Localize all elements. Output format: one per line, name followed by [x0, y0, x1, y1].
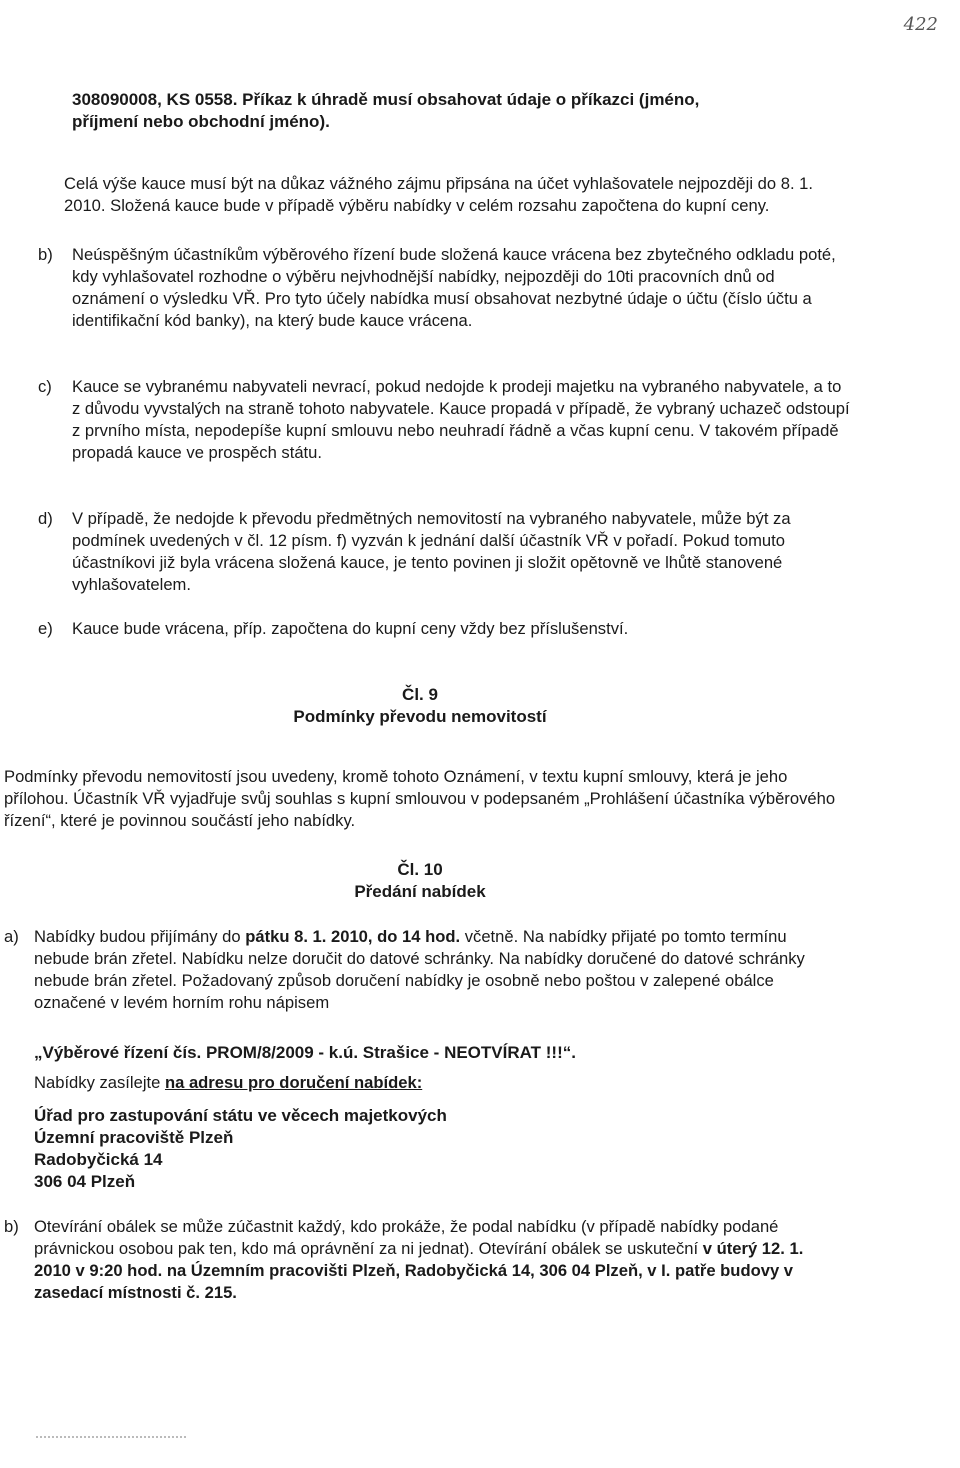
- delivery-address: [34, 1105, 834, 1193]
- footer-divider: [36, 1436, 186, 1438]
- list-item-b: [38, 244, 850, 332]
- payment-order-note: [72, 89, 872, 133]
- list-marker: b): [38, 245, 53, 264]
- article-9-heading: [0, 684, 840, 728]
- list-marker: e): [38, 619, 53, 638]
- opening-date-place: v úterý 12. 1. 2010 v 9:20 hod. na Územním pracovišti Plzeň, Radobyčická 14, 306 04 Plzeň, v I. patře budovy v zasedací místnosti č. 215.: [34, 1239, 804, 1302]
- list-item-text: V případě, že nedojde k převodu předmětných nemovitostí na vybraného nabyvatele, může být za podmínek uvedených v čl. 12 písm. f) vyzván k jednání další účastník VŘ v pořadí. Pokud tomuto účastníkovi již byla vrácena složená kauce, je tento povinen ji složit opětovně ve lhůtě stanovené vyhlašovatelem.: [72, 509, 791, 594]
- opening-intro: Otevírání obálek se může zúčastnit každý, kdo prokáže, že podal nabídku (v případě nabídky podané právnickou osobou pak ten, kdo má oprávnění za ni jednat). Otevírání obálek se uskuteční: [34, 1217, 779, 1258]
- send-to-line: [34, 1072, 834, 1094]
- list-item-text: [34, 926, 842, 1014]
- payment-order-line-1: 308090008, KS 0558. Příkaz k úhradě musí obsahovat údaje o příkazci (jméno,: [72, 90, 700, 109]
- list-marker: c): [38, 377, 52, 396]
- list-item-e: [38, 618, 850, 640]
- article-10-item-b: [4, 1216, 842, 1304]
- send-to-intro: Nabídky zasílejte: [34, 1073, 165, 1092]
- article-10-title: Předání nabídek: [354, 882, 486, 901]
- address-line: Úřad pro zastupování státu ve věcech majetkových: [34, 1106, 447, 1125]
- envelope-label: „Výběrové řízení čís. PROM/8/2009 - k.ú. Strašice - NEOTVÍRAT !!!“.: [34, 1043, 576, 1062]
- send-to-address-label: na adresu pro doručení nabídek:: [164, 1073, 423, 1092]
- list-item-d: [38, 508, 850, 596]
- article-10-heading: [0, 859, 840, 903]
- article-10-item-a: [4, 926, 842, 1014]
- article-10-number: Čl. 10: [397, 860, 443, 879]
- list-item-text: Neúspěšným účastníkům výběrového řízení bude složená kauce vrácena bez zbytečného odkladu poté, kdy vyhlašovatel rozhodne o výběru nejvhodnější nabídky, nejpozději do 10ti pracovních dnů od oznámení o výsledku VŘ. Pro tyto účely nabídka musí obsahovat nezbytné údaje o účtu (číslo účtu a identifikační kód banky), na který bude kauce vrácena.: [72, 245, 836, 330]
- list-marker: a): [4, 927, 19, 946]
- deadline-details: včetně. Na nabídky přijaté po tomto termínu nebude brán zřetel. Nabídku nelze doručit do datové schránky. Na nabídky doručené do datové schránky nebude brán zřetel. Požadovaný způsob doručení nabídky je osobně nebo poštou v zalepené obálce označené v levém horním rohu nápisem: [34, 927, 805, 1012]
- article-9-title: Podmínky převodu nemovitostí: [293, 707, 547, 726]
- handwritten-page-number: 422: [903, 14, 938, 35]
- payment-order-line-2: příjmení nebo obchodní jméno).: [72, 112, 330, 131]
- deadline-intro: Nabídky budou přijímány do: [34, 927, 246, 946]
- list-marker: b): [4, 1217, 19, 1236]
- deadline-date: pátku 8. 1. 2010, do 14 hod.: [245, 927, 461, 946]
- address-line: Územní pracoviště Plzeň: [34, 1128, 234, 1147]
- list-item-text: Kauce bude vrácena, příp. započtena do kupní ceny vždy bez příslušenství.: [72, 619, 629, 638]
- address-line: Radobyčická 14: [34, 1150, 163, 1169]
- list-item-c: [38, 376, 850, 464]
- address-line: 306 04 Plzeň: [34, 1172, 136, 1191]
- article-9-paragraph: Podmínky převodu nemovitostí jsou uvedeny, kromě tohoto Oznámení, v textu kupní smlouvy, která je jeho přílohou. Účastník VŘ vyjadřuje svůj souhlas s kupní smlouvou v podepsaném „Prohlášení účastníka výběrového řízení“, které je povinnou součástí jeho nabídky.: [4, 766, 836, 830]
- deposit-paragraph: Celá výše kauce musí být na důkaz vážného zájmu připsána na účet vyhlašovatele nejpozději do 8. 1. 2010. Složená kauce bude v případě výběru nabídky v celém rozsahu započtena do kupní ceny.: [64, 173, 814, 215]
- article-9-number: Čl. 9: [402, 685, 438, 704]
- list-item-text: Kauce se vybranému nabyvateli nevrací, pokud nedojde k prodeji majetku na vybraného nabyvatele, a to z důvodu vyvstalých na straně tohoto nabyvatele. Kauce propadá v případě, že vybraný uchazeč odstoupí z prvního místa, nepodepíše kupní smlouvu nebo neuhradí řádně a včas kupní cenu. V takovém případě propadá kauce ve prospěch státu.: [72, 377, 850, 462]
- list-marker: d): [38, 509, 53, 528]
- list-item-text: [34, 1216, 842, 1304]
